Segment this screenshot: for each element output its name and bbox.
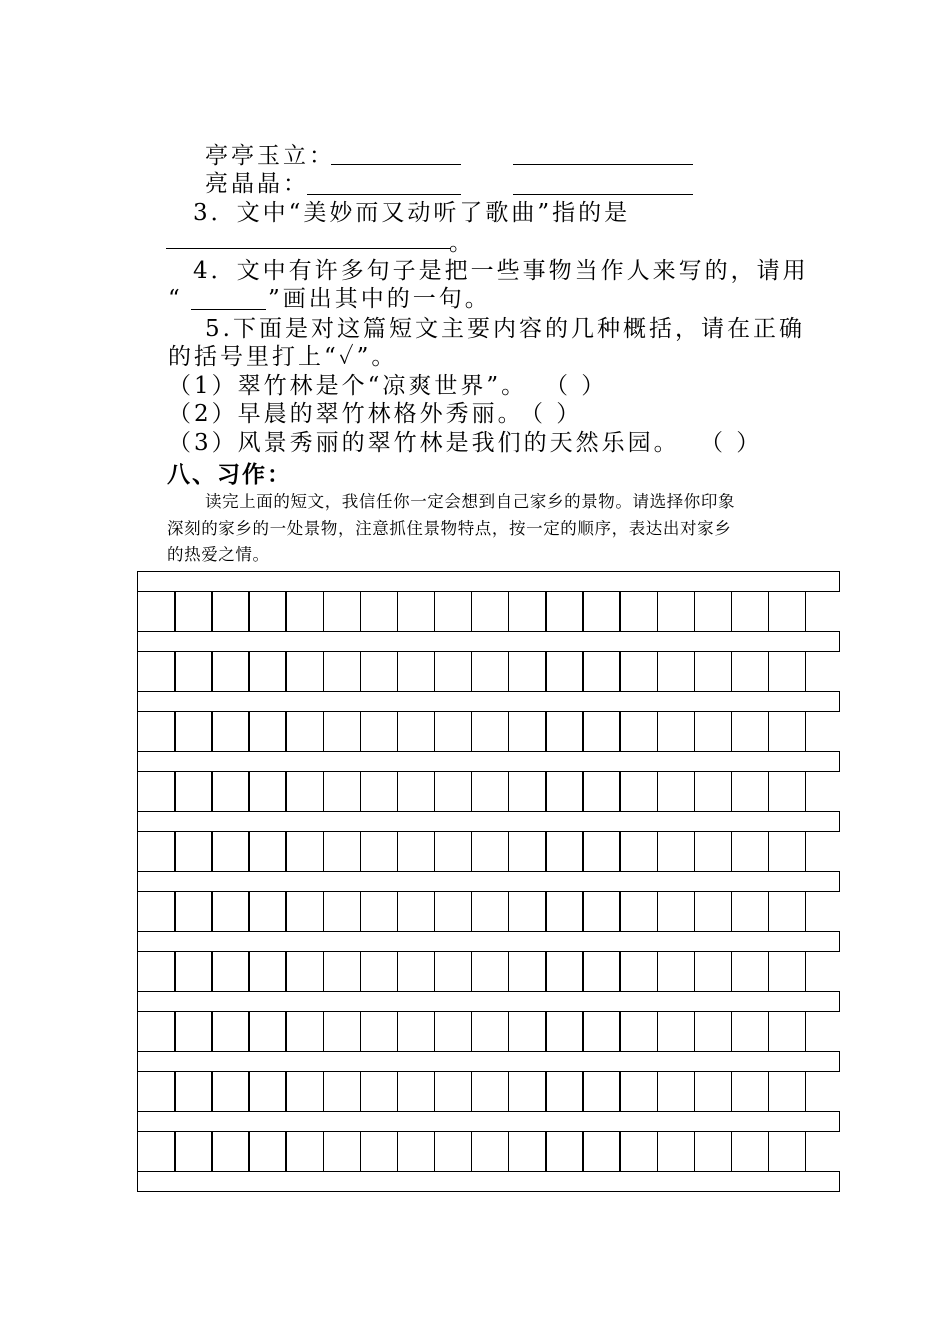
grid-cell[interactable] bbox=[694, 1071, 733, 1112]
grid-cell[interactable] bbox=[211, 591, 250, 632]
grid-cell[interactable] bbox=[434, 711, 473, 752]
question-3-text: 3．文中“美妙而又动听了歌曲”指的是 bbox=[193, 200, 631, 226]
grid-cell[interactable] bbox=[694, 1011, 733, 1052]
grid-cell[interactable] bbox=[248, 1071, 287, 1112]
grid-cell[interactable] bbox=[137, 651, 176, 692]
grid-cell[interactable] bbox=[694, 591, 733, 632]
grid-cell[interactable] bbox=[434, 1011, 473, 1052]
grid-cell[interactable] bbox=[582, 1011, 621, 1052]
grid-cell[interactable] bbox=[508, 951, 547, 992]
grid-row bbox=[137, 1131, 806, 1172]
grid-cell[interactable] bbox=[174, 711, 213, 752]
grid-cell[interactable] bbox=[619, 951, 658, 992]
grid-cell[interactable] bbox=[619, 1071, 658, 1112]
grid-cell[interactable] bbox=[471, 1131, 510, 1172]
option-2-label: （2）早晨的翠竹林格外秀丽。 bbox=[168, 401, 524, 427]
grid-cell[interactable] bbox=[434, 771, 473, 812]
grid-cell[interactable] bbox=[360, 711, 399, 752]
grid-cell[interactable] bbox=[508, 1011, 547, 1052]
grid-cell[interactable] bbox=[174, 591, 213, 632]
q2-line1-label: 亭亭玉立： bbox=[205, 143, 335, 169]
grid-cell[interactable] bbox=[508, 1131, 547, 1172]
grid-cell[interactable] bbox=[545, 771, 584, 812]
grid-cell[interactable] bbox=[211, 651, 250, 692]
grid-cell[interactable] bbox=[248, 591, 287, 632]
grid-cell[interactable] bbox=[471, 1011, 510, 1052]
grid-row bbox=[137, 831, 806, 872]
grid-cell[interactable] bbox=[619, 1011, 658, 1052]
grid-cell[interactable] bbox=[174, 651, 213, 692]
grid-cell[interactable] bbox=[582, 711, 621, 752]
grid-cell[interactable] bbox=[211, 711, 250, 752]
grid-row bbox=[137, 891, 806, 932]
grid-cell[interactable] bbox=[657, 1071, 696, 1112]
grid-spacer-band bbox=[137, 931, 840, 952]
grid-cell[interactable] bbox=[360, 651, 399, 692]
grid-cell[interactable] bbox=[657, 651, 696, 692]
grid-cell[interactable] bbox=[471, 591, 510, 632]
grid-cell[interactable] bbox=[619, 711, 658, 752]
option-1 bbox=[168, 375, 527, 398]
grid-cell[interactable] bbox=[397, 1071, 436, 1112]
question-4-line2-rest: ”画出其中的一句。 bbox=[268, 286, 491, 312]
grid-cell[interactable] bbox=[211, 1131, 250, 1172]
grid-cell[interactable] bbox=[211, 891, 250, 932]
grid-spacer-band bbox=[137, 871, 840, 892]
grid-cell[interactable] bbox=[285, 1011, 324, 1052]
grid-cell[interactable] bbox=[657, 1011, 696, 1052]
grid-cell[interactable] bbox=[137, 951, 176, 992]
grid-cell[interactable] bbox=[657, 951, 696, 992]
grid-cell[interactable] bbox=[174, 951, 213, 992]
grid-cell[interactable] bbox=[731, 831, 770, 872]
grid-cell[interactable] bbox=[508, 891, 547, 932]
grid-cell[interactable] bbox=[397, 891, 436, 932]
grid-cell[interactable] bbox=[285, 1131, 324, 1172]
grid-cell[interactable] bbox=[768, 1131, 807, 1172]
prompt-line-2: 深刻的家乡的一处景物，注意抓住景物特点，按一定的顺序，表达出对家乡 bbox=[167, 519, 732, 538]
grid-spacer-band bbox=[137, 991, 840, 1012]
grid-cell[interactable] bbox=[508, 1071, 547, 1112]
grid-cell[interactable] bbox=[360, 771, 399, 812]
answer-blank[interactable] bbox=[191, 291, 266, 310]
grid-cell[interactable] bbox=[248, 1011, 287, 1052]
grid-cell[interactable] bbox=[508, 651, 547, 692]
grid-cell[interactable] bbox=[768, 891, 807, 932]
q2-line2 bbox=[205, 173, 309, 196]
grid-cell[interactable] bbox=[471, 951, 510, 992]
grid-cell[interactable] bbox=[768, 651, 807, 692]
grid-cell[interactable] bbox=[248, 1131, 287, 1172]
grid-cell[interactable] bbox=[397, 591, 436, 632]
grid-cell[interactable] bbox=[731, 1071, 770, 1112]
grid-cell[interactable] bbox=[248, 711, 287, 752]
question-4-text: 4．文中有许多句子是把一些事物当作人来写的，请用 bbox=[193, 258, 809, 284]
grid-cell[interactable] bbox=[694, 711, 733, 752]
grid-cell[interactable] bbox=[434, 831, 473, 872]
grid-cell[interactable] bbox=[731, 1131, 770, 1172]
grid-cell[interactable] bbox=[360, 591, 399, 632]
grid-cell[interactable] bbox=[694, 651, 733, 692]
grid-cell[interactable] bbox=[248, 771, 287, 812]
grid-cell[interactable] bbox=[434, 891, 473, 932]
grid-cell[interactable] bbox=[731, 891, 770, 932]
grid-cell[interactable] bbox=[657, 891, 696, 932]
grid-cell[interactable] bbox=[619, 831, 658, 872]
grid-cell[interactable] bbox=[545, 831, 584, 872]
grid-cell[interactable] bbox=[360, 951, 399, 992]
grid-cell[interactable] bbox=[694, 1131, 733, 1172]
grid-cell[interactable] bbox=[768, 831, 807, 872]
grid-cell[interactable] bbox=[360, 831, 399, 872]
grid-cell[interactable] bbox=[323, 591, 362, 632]
option-1-label: （1）翠竹林是个“凉爽世界”。 bbox=[168, 373, 528, 399]
grid-cell[interactable] bbox=[248, 891, 287, 932]
grid-spacer-band bbox=[137, 1111, 840, 1132]
grid-cell[interactable] bbox=[323, 831, 362, 872]
q2-line1 bbox=[205, 145, 335, 168]
question-3 bbox=[193, 202, 630, 225]
grid-cell[interactable] bbox=[545, 1071, 584, 1112]
grid-cell[interactable] bbox=[323, 1071, 362, 1112]
grid-cell[interactable] bbox=[397, 1131, 436, 1172]
grid-cell[interactable] bbox=[137, 1011, 176, 1052]
grid-cell[interactable] bbox=[694, 891, 733, 932]
prompt-line-3: 的热爱之情。 bbox=[167, 545, 270, 564]
grid-cell[interactable] bbox=[285, 591, 324, 632]
grid-cell[interactable] bbox=[582, 591, 621, 632]
grid-row bbox=[137, 711, 806, 752]
grid-cell[interactable] bbox=[545, 1131, 584, 1172]
grid-cell[interactable] bbox=[657, 591, 696, 632]
grid-spacer-band bbox=[137, 1051, 840, 1072]
question-4-quote-open: “ bbox=[168, 286, 183, 312]
grid-cell[interactable] bbox=[434, 651, 473, 692]
grid-cell[interactable] bbox=[619, 651, 658, 692]
question-5-text: 5.下面是对这篇短文主要内容的几种概括，请在正确 bbox=[205, 316, 805, 342]
grid-cell[interactable] bbox=[731, 591, 770, 632]
grid-cell[interactable] bbox=[471, 831, 510, 872]
grid-cell[interactable] bbox=[137, 1071, 176, 1112]
grid-cell[interactable] bbox=[137, 771, 176, 812]
grid-cell[interactable] bbox=[397, 951, 436, 992]
answer-blank[interactable] bbox=[307, 176, 461, 195]
section-heading: 八、习作： bbox=[167, 461, 292, 488]
grid-cell[interactable] bbox=[211, 1011, 250, 1052]
question-3-end: 。 bbox=[449, 230, 475, 256]
grid-cell[interactable] bbox=[657, 771, 696, 812]
grid-cell[interactable] bbox=[768, 1071, 807, 1112]
question-4 bbox=[193, 260, 809, 283]
writing-grid[interactable] bbox=[137, 571, 840, 1193]
grid-row bbox=[137, 651, 806, 692]
grid-cell[interactable] bbox=[731, 651, 770, 692]
grid-cell[interactable] bbox=[657, 831, 696, 872]
grid-cell[interactable] bbox=[768, 711, 807, 752]
grid-cell[interactable] bbox=[397, 1011, 436, 1052]
grid-cell[interactable] bbox=[731, 771, 770, 812]
grid-cell[interactable] bbox=[768, 1011, 807, 1052]
grid-cell[interactable] bbox=[545, 951, 584, 992]
grid-cell[interactable] bbox=[323, 651, 362, 692]
grid-cell[interactable] bbox=[619, 591, 658, 632]
answer-blank[interactable] bbox=[513, 176, 693, 195]
option-3 bbox=[168, 432, 680, 455]
grid-row bbox=[137, 591, 806, 632]
grid-cell[interactable] bbox=[285, 1071, 324, 1112]
grid-cell[interactable] bbox=[174, 1131, 213, 1172]
grid-cell[interactable] bbox=[545, 651, 584, 692]
grid-cell[interactable] bbox=[323, 1131, 362, 1172]
grid-cell[interactable] bbox=[582, 951, 621, 992]
grid-cell[interactable] bbox=[582, 1131, 621, 1172]
grid-cell[interactable] bbox=[360, 891, 399, 932]
grid-cell[interactable] bbox=[397, 711, 436, 752]
grid-cell[interactable] bbox=[211, 1071, 250, 1112]
option-2 bbox=[168, 403, 524, 426]
grid-cell[interactable] bbox=[137, 711, 176, 752]
grid-row bbox=[137, 771, 806, 812]
grid-cell[interactable] bbox=[582, 1071, 621, 1112]
grid-cell[interactable] bbox=[434, 1071, 473, 1112]
grid-cell[interactable] bbox=[360, 1011, 399, 1052]
question-5 bbox=[205, 318, 805, 341]
grid-cell[interactable] bbox=[731, 951, 770, 992]
question-4-line2 bbox=[168, 288, 183, 311]
grid-cell[interactable] bbox=[582, 651, 621, 692]
grid-cell[interactable] bbox=[248, 951, 287, 992]
grid-cell[interactable] bbox=[285, 711, 324, 752]
grid-cell[interactable] bbox=[397, 651, 436, 692]
grid-cell[interactable] bbox=[174, 1071, 213, 1112]
grid-cell[interactable] bbox=[508, 591, 547, 632]
grid-cell[interactable] bbox=[360, 1071, 399, 1112]
grid-cell[interactable] bbox=[323, 1011, 362, 1052]
grid-cell[interactable] bbox=[360, 1131, 399, 1172]
option-2-bracket[interactable]: （ ） bbox=[520, 401, 583, 427]
grid-cell[interactable] bbox=[768, 771, 807, 812]
grid-cell[interactable] bbox=[768, 951, 807, 992]
grid-cell[interactable] bbox=[285, 951, 324, 992]
option-3-label: （3）风景秀丽的翠竹林是我们的天然乐园。 bbox=[168, 430, 680, 456]
answer-blank[interactable] bbox=[513, 146, 693, 165]
grid-cell[interactable] bbox=[508, 771, 547, 812]
grid-cell[interactable] bbox=[545, 711, 584, 752]
grid-cell[interactable] bbox=[248, 651, 287, 692]
option-1-bracket[interactable]: （ ） bbox=[545, 373, 608, 399]
grid-cell[interactable] bbox=[471, 711, 510, 752]
q2-line2-label: 亮晶晶： bbox=[205, 171, 309, 197]
grid-cell[interactable] bbox=[768, 591, 807, 632]
grid-cell[interactable] bbox=[174, 891, 213, 932]
grid-cell[interactable] bbox=[545, 591, 584, 632]
grid-cell[interactable] bbox=[285, 651, 324, 692]
grid-cell[interactable] bbox=[137, 591, 176, 632]
grid-cell[interactable] bbox=[471, 651, 510, 692]
grid-cell[interactable] bbox=[508, 711, 547, 752]
grid-cell[interactable] bbox=[619, 891, 658, 932]
grid-cell[interactable] bbox=[434, 591, 473, 632]
grid-spacer-band bbox=[137, 691, 840, 712]
grid-cell[interactable] bbox=[397, 771, 436, 812]
grid-cell[interactable] bbox=[471, 771, 510, 812]
grid-spacer-band bbox=[137, 631, 840, 652]
grid-cell[interactable] bbox=[397, 831, 436, 872]
grid-cell[interactable] bbox=[434, 1131, 473, 1172]
grid-row bbox=[137, 1011, 806, 1052]
question-5-line2: 的括号里打上“✓”。 bbox=[168, 344, 398, 370]
grid-spacer-band bbox=[137, 811, 840, 832]
grid-spacer-band bbox=[137, 1171, 840, 1192]
grid-cell[interactable] bbox=[137, 1131, 176, 1172]
grid-cell[interactable] bbox=[694, 951, 733, 992]
grid-cell[interactable] bbox=[582, 891, 621, 932]
grid-cell[interactable] bbox=[323, 771, 362, 812]
grid-cell[interactable] bbox=[174, 831, 213, 872]
grid-cell[interactable] bbox=[174, 771, 213, 812]
grid-cell[interactable] bbox=[471, 891, 510, 932]
grid-cell[interactable] bbox=[545, 1011, 584, 1052]
grid-cell[interactable] bbox=[434, 951, 473, 992]
grid-cell[interactable] bbox=[471, 1071, 510, 1112]
grid-cell[interactable] bbox=[619, 771, 658, 812]
grid-cell[interactable] bbox=[545, 891, 584, 932]
grid-cell[interactable] bbox=[137, 891, 176, 932]
grid-cell[interactable] bbox=[694, 771, 733, 812]
grid-spacer-band bbox=[137, 571, 840, 592]
prompt-line-1: 读完上面的短文，我信任你一定会想到自己家乡的景物。请选择你印象 bbox=[205, 492, 736, 511]
grid-cell[interactable] bbox=[582, 831, 621, 872]
grid-cell[interactable] bbox=[323, 711, 362, 752]
grid-cell[interactable] bbox=[323, 951, 362, 992]
grid-cell[interactable] bbox=[285, 891, 324, 932]
grid-cell[interactable] bbox=[211, 771, 250, 812]
grid-cell[interactable] bbox=[657, 711, 696, 752]
grid-cell[interactable] bbox=[731, 711, 770, 752]
grid-cell[interactable] bbox=[248, 831, 287, 872]
grid-cell[interactable] bbox=[657, 1131, 696, 1172]
grid-row bbox=[137, 1071, 806, 1112]
grid-row bbox=[137, 951, 806, 992]
grid-cell[interactable] bbox=[582, 771, 621, 812]
grid-cell[interactable] bbox=[137, 831, 176, 872]
grid-cell[interactable] bbox=[285, 771, 324, 812]
grid-cell[interactable] bbox=[731, 1011, 770, 1052]
grid-cell[interactable] bbox=[323, 891, 362, 932]
answer-blank[interactable] bbox=[166, 230, 451, 249]
grid-spacer-band bbox=[137, 751, 840, 772]
option-3-bracket[interactable]: （ ） bbox=[700, 430, 763, 456]
grid-cell[interactable] bbox=[694, 831, 733, 872]
grid-cell[interactable] bbox=[211, 951, 250, 992]
grid-cell[interactable] bbox=[619, 1131, 658, 1172]
grid-cell[interactable] bbox=[508, 831, 547, 872]
grid-cell[interactable] bbox=[211, 831, 250, 872]
grid-cell[interactable] bbox=[174, 1011, 213, 1052]
answer-blank[interactable] bbox=[331, 146, 461, 165]
grid-cell[interactable] bbox=[285, 831, 324, 872]
